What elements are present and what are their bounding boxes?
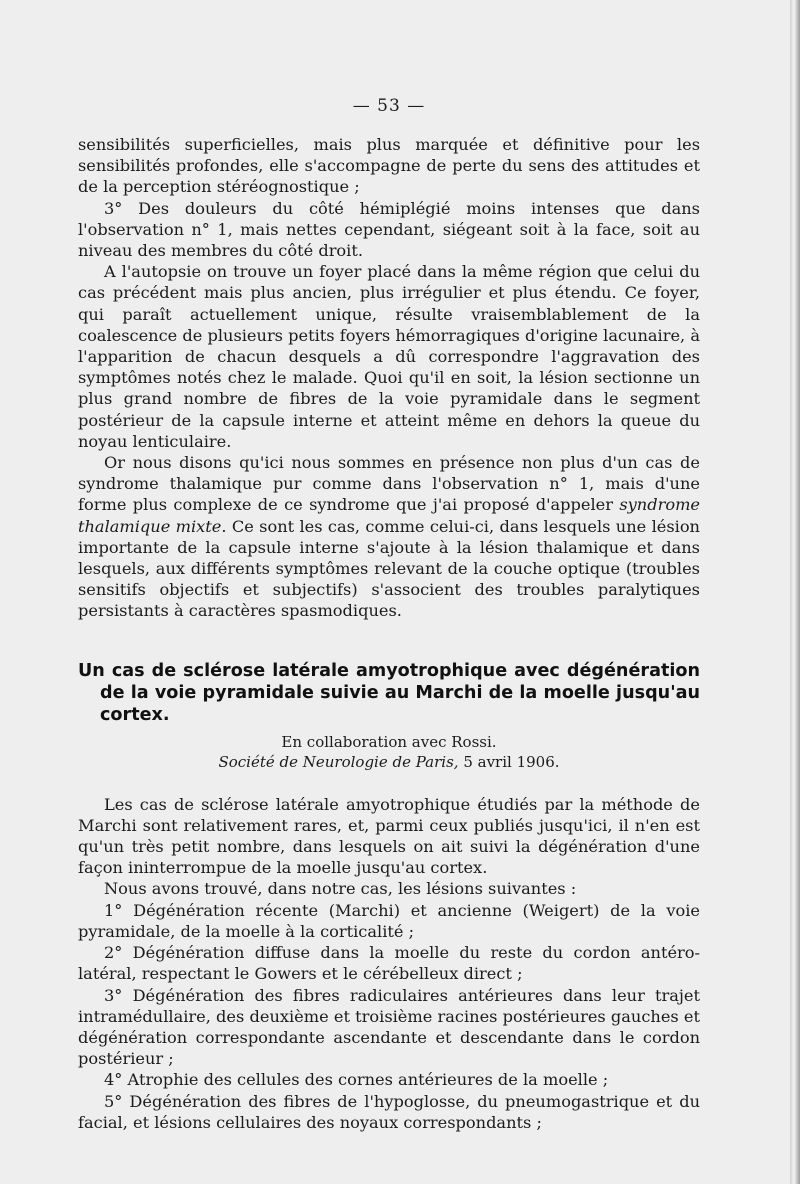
syndrome-text-after: . Ce sont les cas, comme celui-ci, dans lesquels une lésion importante de la capsule interne s'ajoute à la lésion thalamique et dans lesquels, aux différents symptômes relevant de la couche optique (troubles sensitifs objectifs et subjectifs) s'associent des troubles paralytiques persistants à caractères spasmodiques.: [78, 516, 700, 621]
collaboration-note: En collaboration avec Rossi.: [281, 732, 497, 751]
syndrome-text-before: Or nous disons qu'ici nous sommes en présence non plus d'un cas de syndrome thalamique pur comme dans l'observation n° 1, mais d'une forme plus complexe de ce syndrome que j'ai proposé d'appeler: [78, 453, 700, 515]
syndrome-term: syndrome thalamique mixte: [78, 495, 700, 536]
lesion-item-3: 3° Dégénération des fibres radiculaires antérieures dans leur trajet intramédullaire, des deuxième et troisième racines postérieures gauches et dégénération correspondante ascendante et descendante dans le cordon postérieur ;: [78, 985, 700, 1069]
page-content: [78, 96, 700, 1133]
section-title: Un cas de sclérose latérale amyotrophique avec dégénération de la voie pyramidale suivie au Marchi de la moelle jusqu'au cortex.: [78, 660, 700, 725]
page-edge: [790, 0, 800, 1184]
body-text-top: [78, 134, 700, 622]
lesion-item-2: 2° Dégénération diffuse dans la moelle du reste du cordon antéro-latéral, respectant le Gowers et le cérébelleux direct ;: [78, 943, 700, 984]
page-number: — 53 —: [352, 96, 426, 116]
lesion-item-1: 1° Dégénération récente (Marchi) et ancienne (Weigert) de la voie pyramidale, de la moelle à la corticalité ;: [78, 900, 700, 941]
paragraph-syndrome: [78, 452, 700, 622]
body-text-bottom: [78, 794, 700, 1133]
lesion-item-5: 5° Dégénération des fibres de l'hypoglosse, du pneumogastrique et du facial, et lésions cellulaires des noyaux correspondants ;: [78, 1091, 700, 1132]
paragraph-continuation: sensibilités superficielles, mais plus marquée et définitive pour les sensibilités profondes, elle s'accompagne de perte du sens des attitudes et de la perception stéréognostique ;: [78, 135, 700, 197]
paragraph-intro: Les cas de sclérose latérale amyotrophique étudiés par la méthode de Marchi sont relativement rares, et, parmi ceux publiés jusqu'ici, il n'en est qu'un très petit nombre, dans lesquels on ait suivi la dégénération d'une façon ininterrompue de la moelle jusqu'au cortex.: [78, 794, 700, 878]
society-reference: [78, 752, 700, 772]
lesion-item-4: 4° Atrophie des cellules des cornes antérieures de la moelle ;: [104, 1070, 609, 1090]
paragraph-autopsy: A l'autopsie on trouve un foyer placé dans la même région que celui du cas précédent mais plus ancien, plus irrégulier et plus étendu. Ce foyer, qui paraît actuellement unique, résulte vraisemblablement de la coalescence de plusieurs petits foyers hémorragiques d'origine lacunaire, à l'apparition de chacun desquels a dû correspondre l'aggravation des symptômes notés chez le malade. Quoi qu'il en soit, la lésion sectionne un plus grand nombre de fibres de la voie pyramidale dans le segment postérieur de la capsule interne et atteint même en dehors la queue du noyau lenticulaire.: [78, 262, 700, 451]
paragraph-lesions-intro: Nous avons trouvé, dans notre cas, les lésions suivantes :: [104, 879, 577, 899]
society-name: Société de Neurologie de Paris,: [218, 752, 459, 771]
paragraph-item-3: 3° Des douleurs du côté hémiplégié moins intenses que dans l'observation n° 1, mais nettes cependant, siégeant soit à la face, soit au niveau des membres du côté droit.: [78, 198, 700, 261]
society-date: 5 avril 1906.: [458, 752, 560, 771]
